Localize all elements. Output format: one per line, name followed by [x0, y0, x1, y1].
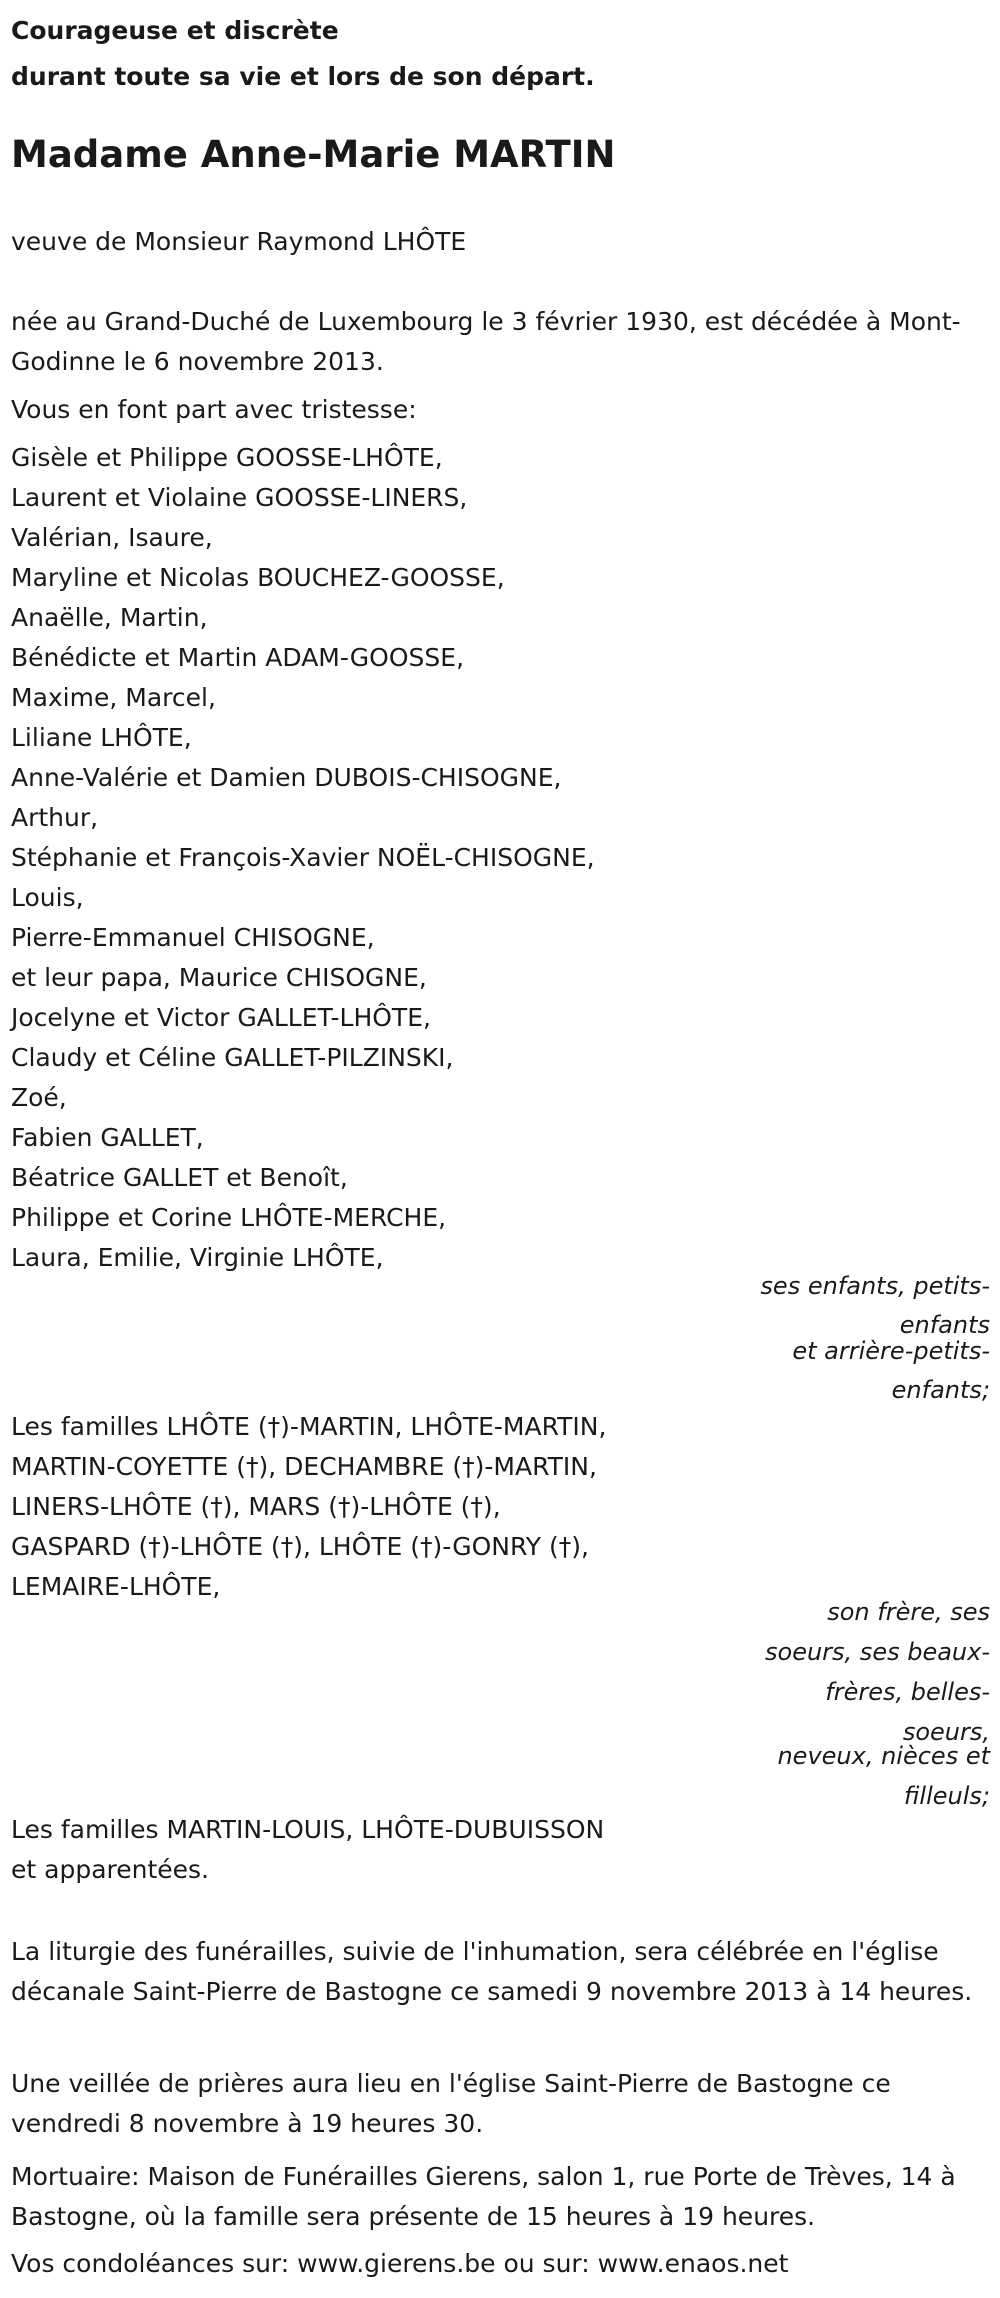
- list-item: Philippe et Corine LHÔTE-MERCHE,: [11, 1203, 447, 1232]
- funeral-paragraph: La liturgie des funérailles, suivie de l'inhumation, sera célébrée en l'église décanale Saint-Pierre de Bastogne ce samedi 9 novembre 2013 à 14 heures.: [11, 1937, 973, 2006]
- list-item: Gisèle et Philippe GOOSSE-LHÔTE,: [11, 443, 443, 472]
- list-item: Maryline et Nicolas BOUCHEZ-GOOSSE,: [11, 563, 505, 592]
- announce-line: Vous en font part avec tristesse:: [11, 395, 417, 424]
- list-item: MARTIN-COYETTE (†), DECHAMBRE (†)-MARTIN,: [11, 1452, 597, 1481]
- list-item: LINERS-LHÔTE (†), MARS (†)-LHÔTE (†),: [11, 1492, 501, 1521]
- list-item: Claudy et Céline GALLET-PILZINSKI,: [11, 1043, 454, 1072]
- mortuary-paragraph: Mortuaire: Maison de Funérailles Gierens, salon 1, rue Porte de Trèves, 14 à Bastogne, où la famille sera présente de 15 heures à 19 heures.: [11, 2162, 956, 2231]
- birth-death-paragraph: née au Grand-Duché de Luxembourg le 3 février 1930, est décédée à Mont-Godinne le 6 novembre 2013.: [11, 307, 961, 376]
- intro-line-1: Courageuse et discrète: [11, 16, 339, 45]
- role-line: soeurs, ses beaux-: [765, 1638, 990, 1666]
- vigil-paragraph: Une veillée de prières aura lieu en l'église Saint-Pierre de Bastogne ce vendredi 8 novembre à 19 heures 30.: [11, 2069, 891, 2138]
- role-children-label: [740, 1267, 990, 1410]
- deceased-name: Madame Anne-Marie MARTIN: [11, 133, 616, 176]
- list-item: Laura, Emilie, Virginie LHÔTE,: [11, 1243, 384, 1272]
- list-item: Pierre-Emmanuel CHISOGNE,: [11, 923, 375, 952]
- role-line: soeurs,: [902, 1718, 990, 1746]
- list-item: Liliane LHÔTE,: [11, 723, 192, 752]
- role-line: son frère, ses: [827, 1598, 990, 1626]
- list-item: Fabien GALLET,: [11, 1123, 204, 1152]
- widow-of-line: veuve de Monsieur Raymond LHÔTE: [11, 227, 467, 256]
- list-item: Anaëlle, Martin,: [11, 603, 208, 632]
- role-siblings-label: [740, 1593, 990, 1817]
- other-families-line-1: Les familles MARTIN-LOUIS, LHÔTE-DUBUISSON: [11, 1815, 605, 1844]
- family-list: [11, 438, 595, 1278]
- role-line: enfants;: [891, 1376, 990, 1404]
- list-item: LEMAIRE-LHÔTE,: [11, 1572, 221, 1601]
- intro-heading: [11, 8, 971, 100]
- condolences-line: Vos condoléances sur: www.gierens.be ou sur: www.enaos.net: [11, 2249, 789, 2278]
- other-families: [11, 1810, 604, 1890]
- list-item: Laurent et Violaine GOOSSE-LINERS,: [11, 483, 468, 512]
- list-item: Zoé,: [11, 1083, 67, 1112]
- list-item: Stéphanie et François-Xavier NOËL-CHISOGNE,: [11, 843, 595, 872]
- role-line: ses enfants, petits-: [760, 1272, 990, 1300]
- list-item: Maxime, Marcel,: [11, 683, 216, 712]
- list-item: Louis,: [11, 883, 84, 912]
- list-item: Valérian, Isaure,: [11, 523, 213, 552]
- intro-line-2: durant toute sa vie et lors de son départ.: [11, 62, 595, 91]
- role-line: enfants: [899, 1311, 990, 1339]
- other-families-line-2: et apparentées.: [11, 1855, 209, 1884]
- role-line: filleuls;: [903, 1782, 990, 1810]
- families-list: [11, 1407, 606, 1607]
- list-item: Béatrice GALLET et Benoît,: [11, 1163, 348, 1192]
- list-item: Arthur,: [11, 803, 99, 832]
- role-line: frères, belles-: [825, 1678, 990, 1706]
- list-item: et leur papa, Maurice CHISOGNE,: [11, 963, 427, 992]
- list-item: Anne-Valérie et Damien DUBOIS-CHISOGNE,: [11, 763, 562, 792]
- role-line: et arrière-petits-: [792, 1337, 990, 1365]
- list-item: Bénédicte et Martin ADAM-GOOSSE,: [11, 643, 465, 672]
- role-line: neveux, nièces et: [777, 1742, 990, 1770]
- list-item: Les familles LHÔTE (†)-MARTIN, LHÔTE-MARTIN,: [11, 1412, 607, 1441]
- list-item: GASPARD (†)-LHÔTE (†), LHÔTE (†)-GONRY (†),: [11, 1532, 589, 1561]
- list-item: Jocelyne et Victor GALLET-LHÔTE,: [11, 1003, 431, 1032]
